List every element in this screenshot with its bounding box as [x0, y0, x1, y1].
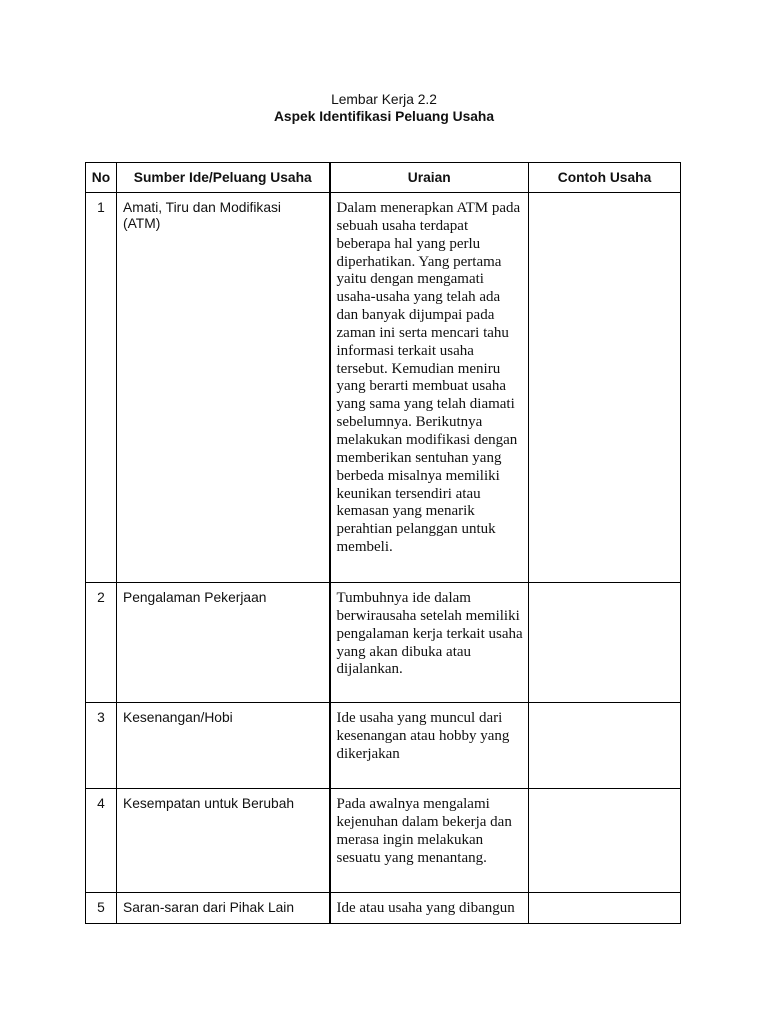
uraian-cell: [330, 789, 529, 893]
contoh-usaha-cell: [529, 193, 681, 583]
sumber-cell: [117, 893, 330, 924]
uraian-line: dan banyak dijumpai pada: [336, 307, 495, 324]
table-row: [86, 789, 681, 893]
row-number: 1: [86, 193, 117, 583]
row-number: 4: [86, 789, 117, 893]
uraian-line: dikerjakan: [336, 745, 400, 762]
uraian-line: merasa ingin melakukan: [336, 831, 484, 848]
table-row: [86, 193, 681, 583]
sumber-cell: [117, 789, 330, 893]
header-no: No: [86, 163, 117, 193]
uraian-line: kejenuhan dalam bekerja dan: [336, 813, 512, 830]
sumber-line: Kesenangan/Hobi: [123, 710, 233, 725]
table-row: [86, 583, 681, 703]
contoh-usaha-cell: [529, 703, 681, 789]
uraian-line: dijalankan.: [336, 661, 403, 678]
uraian-line: sesuatu yang menantang.: [336, 849, 487, 866]
uraian-line: sebuah usaha terdapat: [336, 217, 469, 234]
identification-table: [85, 162, 681, 924]
row-number: 3: [86, 703, 117, 789]
header-sumber: Sumber Ide/Peluang Usaha: [117, 163, 330, 193]
uraian-line: diperhatikan. Yang pertama: [336, 253, 502, 270]
uraian-line: yang sama yang telah diamati: [336, 396, 515, 413]
sumber-line: Pengalaman Pekerjaan: [123, 590, 267, 605]
contoh-usaha-cell: [529, 583, 681, 703]
sumber-cell: [117, 703, 330, 789]
contoh-usaha-cell: [529, 789, 681, 893]
uraian-cell: [330, 193, 529, 583]
header-contoh: Contoh Usaha: [529, 163, 681, 193]
uraian-line: membeli.: [336, 539, 393, 556]
uraian-line: berbeda misalnya memiliki: [336, 467, 500, 484]
uraian-line: kesenangan atau hobby yang: [336, 727, 510, 744]
table-row: [86, 703, 681, 789]
uraian-line: kemasan yang menarik: [336, 503, 475, 520]
uraian-cell: [330, 703, 529, 789]
uraian-line: informasi terkait usaha: [336, 342, 474, 359]
sumber-line: (ATM): [123, 216, 161, 231]
uraian-cell: [330, 893, 529, 924]
uraian-line: melakukan modifikasi dengan: [336, 431, 518, 448]
row-number: 5: [86, 893, 117, 924]
worksheet-title: Aspek Identifikasi Peluang Usaha: [273, 109, 495, 124]
sumber-cell: [117, 583, 330, 703]
sumber-line: Amati, Tiru dan Modifikasi: [123, 200, 281, 215]
uraian-line: zaman ini serta mencari tahu: [336, 324, 509, 341]
contoh-usaha-cell: [529, 893, 681, 924]
uraian-line: memberikan sentuhan yang: [336, 449, 502, 466]
uraian-line: berwirausaha setelah memiliki: [336, 607, 520, 624]
table-row: [86, 893, 681, 924]
worksheet-number: Lembar Kerja 2.2: [331, 92, 437, 107]
uraian-line: yang berarti membuat usaha: [336, 378, 507, 395]
uraian-line: Pada awalnya mengalami: [336, 796, 490, 812]
uraian-line: sebelumnya. Berikutnya: [336, 414, 483, 431]
uraian-line: Ide usaha yang muncul dari: [336, 710, 503, 726]
uraian-line: beberapa hal yang perlu: [336, 235, 481, 252]
sumber-cell: [117, 193, 330, 583]
uraian-line: yang akan dibuka atau: [336, 643, 472, 660]
uraian-line: yaitu dengan mengamati: [336, 271, 484, 288]
uraian-line: Tumbuhnya ide dalam: [336, 590, 471, 606]
uraian-cell: [330, 583, 529, 703]
uraian-line: perahtian pelanggan untuk: [336, 521, 496, 538]
uraian-line: tersebut. Kemudian meniru: [336, 360, 501, 377]
table-header-row: [86, 163, 681, 193]
sumber-line: Saran-saran dari Pihak Lain: [123, 900, 295, 915]
row-number: 2: [86, 583, 117, 703]
uraian-line: Dalam menerapkan ATM pada: [336, 200, 521, 216]
uraian-line: keunikan tersendiri atau: [336, 485, 481, 502]
uraian-line: Ide atau usaha yang dibangun: [336, 900, 515, 916]
uraian-line: usaha-usaha yang telah ada: [336, 289, 501, 306]
uraian-line: pengalaman kerja terkait usaha: [336, 625, 523, 642]
sumber-line: Kesempatan untuk Berubah: [123, 796, 295, 811]
header-uraian: Uraian: [330, 163, 529, 193]
